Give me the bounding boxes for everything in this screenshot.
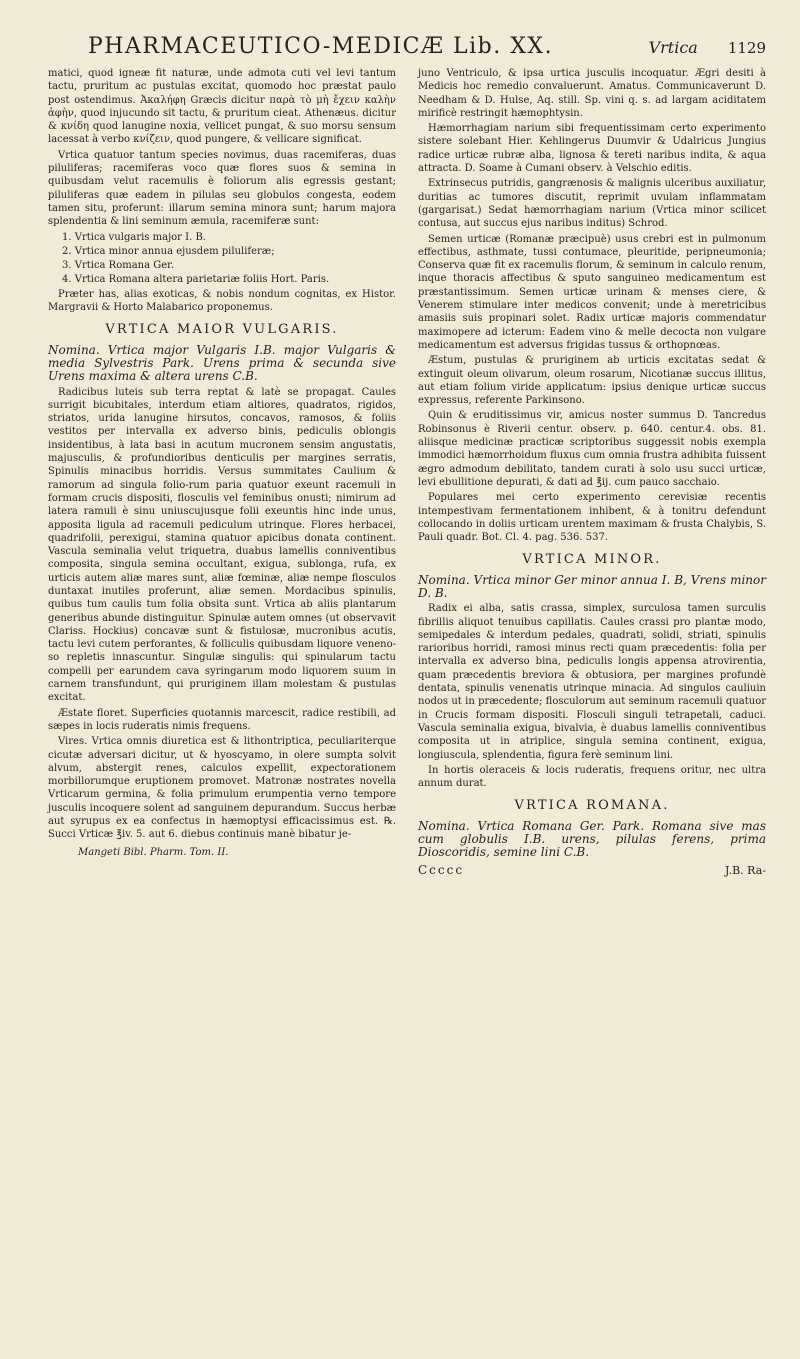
species-list-item: 4. Vrtica Romana altera parietariæ foliis Hort. Paris. <box>62 274 330 286</box>
paragraph: Extrinsecus putridis, gangrænosis & malignis ulceribus auxiliatur, duritias ac tumores discutit, reprimit uvulam inflammatam (gargarisat.) Sedat hæmorrhagiam narium (Vrtica minor scilicet contusa, aut succus ejus naribus inditus) Schrod. <box>418 178 766 230</box>
paragraph: Quin & eruditissimus vir, amicus noster summus D. Tancredus Robinsonus è Riverii centur. observ. p. 640. centur.4. obs. 81. aliisque medicinæ practicæ scriptoribus suggessit nobis exempla immodici hæmorrhoidum fluxus cum omnia frustra adhibita fuissent ægro admodum debilitato, tandem curati à solo usu succi urticæ, levi ebullitione depurati, & dati ad ℥ij. cum pauco sacchaio. <box>418 410 766 488</box>
paragraph: matici, quod igneæ fit naturæ, unde admota cuti vel levi tantum tactu, pruritum ac pustulas excitat, quomodo hoc præstat paulo post ostendimus. Ἀκαλήφη Græcis dicitur παρὰ τὸ μὴ ἔχειν καλὴν ἀφὴν, quod injucundo sit tactu, & pruritum cieat. Athenæus. dicitur & κνίδη quod lanugine noxia, vellicet pungat, & suo morsu sensum lacessat à verbo κνίζειν, quod pungere, & vellicare significat. <box>48 68 396 146</box>
running-title: PHARMACEUTICO-MEDICÆ Lib. XX. <box>88 34 554 59</box>
section-heading: VRTICA MAIOR VULGARIS. <box>105 322 339 338</box>
paragraph: Præter has, alias exoticas, & nobis nondum cognitas, ex Histor. Margravii & Horto Malabarico proponemus. <box>48 288 396 314</box>
signature-mark: Ccccc <box>418 862 465 877</box>
paragraph: Hæmorrhagiam narium sibi frequentissimam certo experimento sistere solebant Hier. Kehlingerus Duumvir & Udalricus Jungius radice urticæ rubræ alba, lignosa & tereti naribus indita, & aqua attracta. D. Soame à Cumani observ. à Velschio editis. <box>418 123 766 175</box>
nomina-line: Nomina. Vrtica major Vulgaris I.B. major Vulgaris & media Sylvestris Park. Urens prima & secunda sive Urens maxima & altera urens C.B. <box>48 342 396 384</box>
running-subject: Vrtica <box>648 38 698 57</box>
paragraph: Radix ei alba, satis crassa, simplex, surculosa tamen surculis fibrillis aliquot tenuibus capillatis. Caules crassi pro plantæ modo, semipedales & interdum pedales, quadrati, solidi, striati, spinulis rarioribus horridi, ramosi minus recti quam præcedentis: folia per intervalla ex adverso bina, pediculis longis appensa atrovirentia, quam præcedentis breviora & obtusiora, per margines profundè dentata, spinulis venenatis utrinque minacia. Ad singulos cauliuin nodos ut in præcedente; flosculorum aut seminum racemuli quatuor in Crucis formam dispositi. Flosculi singuli tetrapetali, caduci. Vascula seminalia exigua, bivalvia, è duabus lamellis conniventibus composita ut in atriplice, singula semina continent, exigua, longiuscula, splendentia, figura ferè seminum lini. <box>418 603 766 761</box>
species-list-item: 1. Vrtica vulgaris major I. B. <box>62 231 206 243</box>
page-number: 1129 <box>727 39 766 57</box>
paragraph: Semen urticæ (Romanæ præcipuè) usus crebri est in pulmonum effectibus, asthmate, tussi contumace, pleuritide, peripneumonia; Conserva quæ fit ex racemulis florum, & seminum in calculo renum, inque thoracis affectibus & sputo sanguineo medicamentum est præstantissimum. Semen urticæ urinam & menses ciere, & Venerem stimulare inter medicos convenit; unde à meretricibus amasiis suis propinari solet. Radix urticæ majoris commendatur maximopere ad icterum: Eadem vino & melle decocta non vulgare medicamentum est adversus frigidas tussus & orthopnœas. <box>418 233 766 351</box>
paragraph: Æstum, pustulas & pruriginem ab urticis excitatas sedat & extinguit oleum olivarum, oleum rosarum, Nicotianæ succus illitus, aut etiam folium viride applicatum: ipsius denique urticæ succus expressus, referente Parkinsono. <box>418 355 766 407</box>
nomina-line: Nomina. Vrtica minor Ger minor annua I. B, Vrens minor D. B. <box>418 572 766 600</box>
species-list-item: 3. Vrtica Romana Ger. <box>62 260 175 272</box>
species-list-item: 2. Vrtica minor annua ejusdem piluliferæ; <box>62 245 275 257</box>
catchword: J.B. Ra- <box>725 863 766 877</box>
paragraph: Vires. Vrtica omnis diuretica est & lithontriptica, peculiariterque cicutæ adversari dicitur, ut & hyoscyamo, in olere sumpta solvit alvum, abstergit renes, calculos expellit, expectorationem morbillorumque eruptionem promovet. Matronæ nostrates novella Vrticarum germina, & folia primulum erumpentia verno tempore jusculis incoquere solent ad sanguinem depurandum. Succus herbæ aut syrupus ex ea confectus in hæmoptysi efficacissimus est. ℞. Succi Vrticæ ℥iv. 5. aut 6. diebus continuis manè bibatur je- <box>48 736 396 841</box>
page-footer-left <box>48 846 396 859</box>
paragraph: In hortis oleraceis & locis ruderatis, frequens oritur, nec ultra annum durat. <box>418 764 766 790</box>
right-column <box>418 67 766 877</box>
footer-ref-title: Mangeti Bibl. Pharm. <box>78 846 187 858</box>
paragraph: juno Ventriculo, & ipsa urtica jusculis incoquatur. Ægri desiti à Medicis hoc remedio convaluerunt. Amatus. Communicaverunt D. Needham & D. Hulse, Aq. still. Sp. vini q. s. ad largam aciditatem mirificè restringit hæmophtysin. <box>418 68 766 119</box>
running-head <box>48 34 766 59</box>
running-head-right <box>649 38 766 57</box>
paragraph: Æstate floret. Superficies quotannis marcescit, radice restibili, ad sæpes in locis ruderatis nimis frequens. <box>48 707 396 732</box>
left-column <box>48 67 396 877</box>
text-columns <box>48 67 766 877</box>
paragraph: Radicibus luteis sub terra reptat & latè se propagat. Caules surrigit bicubitales, interdum etiam altiores, quadratos, rigidos, striatos, urida lanugine hirsutos, concavos, ramosos, & foliis vestitos per intervalla ex adverso binis, pediculis oblongis insidentibus, à lata basi in acutum mucronem sensim angustatis, majusculis, & profundioribus denticulis per margines serratis, Spinulis minacibus horridis. Versus summitates Caulium & ramorum ad singula folio-rum paria quatuor exeunt racemuli in formam crucis dispositi, flosculis vel feminibus onusti; nimirum ad latera ramuli è sinu uniuscujusque folii exeuntis hinc inde unus, apposita ligula ad racemuli pediculum utrinque. Flores herbacei, quadrifolii, perexigui, stamina quatuor apicibus donata continent. Vascula seminalia velut triquetra, duabus lamellis conniventibus composita, singula semina occultant, exigua, sublonga, rufa, ex urticis autem aliæ mares sunt, aliæ fœminæ, aliæ nempe flosculos duntaxat inutiles proferunt, aliæ semen. Mordacibus spinulis, quibus tum caulis tum folia obsita sunt. Vrtica ab aliis plantarum generibus abunde distinguitur. Spinulæ autem omnes (ut observavit Clariss. Hockius) concavæ sunt & fistulosæ, mucronibus acutis, tactu levi cutem perforantes, & folliculis quibusdam liquore veneno-so repletis innascuntur. Singulæ singulis: qui spinularum tactu compelli per earundem cava syringarum modo liquorem suum in carnem transfundunt, qui pruriginem illam molestam & pustulas excitat. <box>48 386 396 704</box>
paragraph: Vrtica quatuor tantum species novimus, duas racemiferas, duas piluliferas; racemiferas voco quæ flores suos & semina in quibusdam velut racemulis è foliorum alis egressis gestant; piluliferas quæ eadem in pilulas seu globulos congesta, eodem tamen situ, proferunt: illarum semina minora sunt; harum majora splendentia & lini seminum æmula, racemiferæ sunt: <box>48 149 396 228</box>
section-heading: VRTICA ROMANA. <box>514 798 670 814</box>
nomina-line: Nomina. Vrtica Romana Ger. Park. Romana sive mas cum globulis I.B. urens, pilulas ferens, prima Dioscoridis, semine lini C.B. <box>418 818 766 860</box>
section-heading: VRTICA MINOR. <box>522 552 662 568</box>
paragraph: Populares mei certo experimento cerevisiæ recentis intempestivam fermentationem inhibent, & à tonitru defendunt collocando in doliis urticam urentem maximam & frusta Chalybis, S. Pauli quadr. Bot. Cl. 4. pag. 536. 537. <box>418 492 766 544</box>
footer-reference <box>48 846 228 859</box>
footer-tome: Tom. II. <box>189 846 229 858</box>
page-footer-right <box>418 864 766 877</box>
